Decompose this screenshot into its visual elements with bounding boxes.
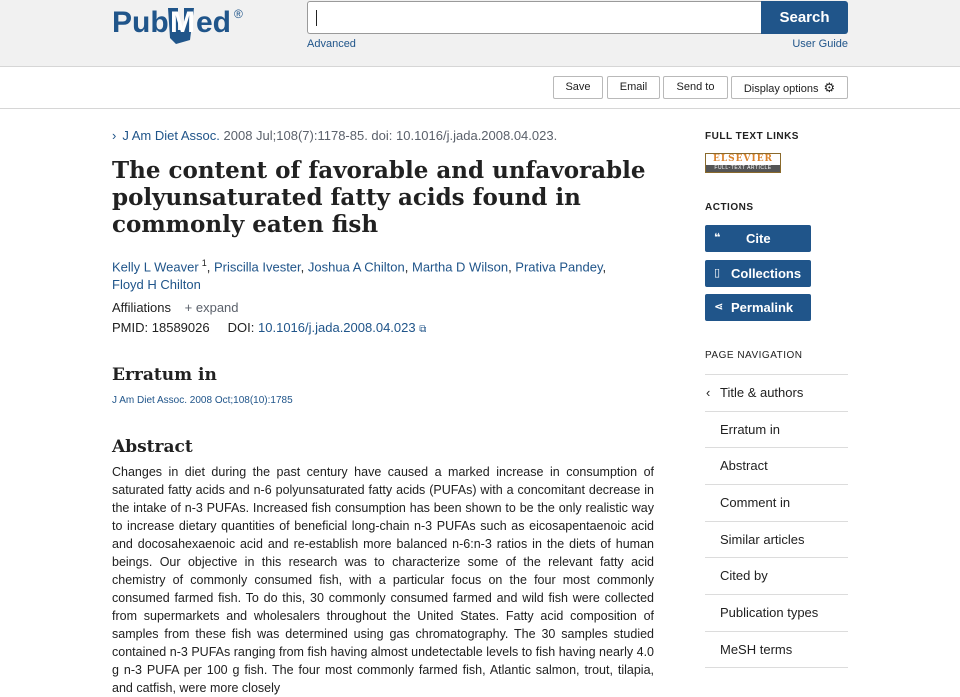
nav-cited-by[interactable]	[705, 557, 848, 594]
advanced-search-link[interactable]: Advanced	[307, 38, 356, 50]
collections-label: Collections	[731, 266, 802, 281]
pubmed-logo[interactable]	[112, 0, 252, 46]
author-link[interactable]: Prativa Pandey	[515, 259, 603, 275]
nav-label: Cited by	[720, 568, 768, 584]
pmid-label: PMID:	[112, 320, 149, 335]
nav-label: Erratum in	[720, 421, 780, 437]
affiliations-label: Affiliations	[112, 300, 172, 315]
identifiers-row	[112, 320, 426, 335]
nav-label: Similar articles	[720, 531, 805, 547]
chevron-right-icon[interactable]: ›	[112, 128, 117, 143]
erratum-heading: Erratum in	[112, 365, 217, 385]
nav-similar-articles[interactable]	[705, 521, 848, 558]
page-navigation-label: PAGE NAVIGATION	[705, 350, 803, 361]
nav-erratum[interactable]	[705, 411, 848, 448]
chevron-left-icon: ‹	[706, 385, 711, 400]
display-options-label: Display options	[743, 83, 819, 95]
pmid-value: 18589026	[151, 320, 210, 335]
author-link[interactable]: Joshua A Chilton	[307, 259, 405, 275]
user-guide-link[interactable]: User Guide	[792, 38, 848, 50]
permalink-label: Permalink	[731, 300, 794, 315]
cite-label: Cite	[746, 231, 771, 246]
doi-link[interactable]: 10.1016/j.jada.2008.04.023	[258, 320, 416, 335]
article-title: The content of favorable and unfavorable polyunsaturated fatty acids found in commonly eaten fish	[112, 157, 646, 238]
logo-pub: Pub	[112, 6, 169, 39]
nav-label: Publication types	[720, 605, 819, 621]
author-link[interactable]: Kelly L Weaver	[112, 259, 199, 275]
citation-text: 2008 Jul;108(7):1178-85. doi: 10.1016/j.jada.2008.04.023.	[223, 128, 558, 143]
nav-label: MeSH terms	[720, 641, 793, 657]
share-icon: ⋖	[714, 301, 724, 313]
nav-publication-types[interactable]	[705, 594, 848, 631]
search-button[interactable]: Search	[761, 1, 848, 34]
abstract-text: Changes in diet during the past century have caused a marked increase in consumption of saturated fatty acids and n-6 polyunsaturated fatty acids (PUFAs) with a concomitant decrease in the intake of n-3 PUFAs. Increased fish consumption has been shown to be the only realistic way to increase dietary quantities of beneficial long-chain n-3 PUFAs such as eicosapentaenoic acid and docosahexaenoic acid and re-establish more balanced n-6:n-3 ratios in the diets of human beings. Our objective in this research was to characterize some of the relevant fatty acid chemistry of commonly consumed fish, with a particular focus on the four most commonly consumed farmed fish. To do this, 30 commonly consumed farmed and wild fish were collected from supermarkets and wholesalers throughout the United States. Fatty acid composition of samples from these fish was determined using gas chromatography. The 30 samples studied contained n-3 PUFAs ranging from fish having almost undetectable levels to fish having nearly 4.0 g n-3 PUFA per 100 g fish. The four most commonly farmed fish, Atlantic salmon, trout, tilapia, and catfish, were more closely	[112, 465, 654, 695]
logo-m: M	[170, 6, 195, 39]
text-caret	[316, 10, 317, 26]
nav-label: Title & authors	[720, 385, 804, 400]
send-to-button[interactable]: Send to	[663, 76, 728, 99]
author-affiliation-ref[interactable]: 1	[201, 258, 207, 268]
nav-abstract[interactable]	[705, 447, 848, 484]
action-bar	[0, 67, 960, 109]
display-options-button[interactable]	[731, 76, 848, 99]
doi-label: DOI:	[227, 320, 255, 335]
expand-label: expand	[195, 300, 239, 315]
site-header	[0, 0, 960, 67]
author-link[interactable]: Martha D Wilson	[411, 259, 509, 275]
email-button[interactable]: Email	[607, 76, 660, 99]
quote-icon: ❝	[714, 232, 721, 244]
erratum-link[interactable]: J Am Diet Assoc. 2008 Oct;108(10):1785	[112, 395, 293, 406]
gear-icon: ⚙	[823, 80, 836, 95]
author-list: Kelly L Weaver $^1$, Priscilla Ivester, Joshua A Chilton, Martha D Wilson, Prativa Pandey, Floyd H Chilton	[112, 258, 607, 293]
nav-comment-in[interactable]	[705, 484, 848, 521]
elsevier-logo: ELSEVIER	[706, 154, 780, 165]
collections-button[interactable]	[705, 260, 811, 287]
nav-label: Abstract	[720, 458, 768, 474]
nav-title-authors[interactable]	[705, 374, 848, 411]
external-link-icon: ⧉	[419, 324, 427, 335]
affiliations-row	[112, 300, 239, 315]
expand-toggle[interactable]	[185, 300, 239, 315]
full-text-links-label: FULL TEXT LINKS	[705, 131, 799, 142]
citation-line	[112, 128, 557, 143]
nav-mesh-terms[interactable]	[705, 631, 848, 668]
permalink-button[interactable]	[705, 294, 811, 321]
page-navigation	[705, 374, 848, 668]
author-link[interactable]: Priscilla Ivester	[213, 259, 301, 275]
journal-link[interactable]: J Am Diet Assoc.	[122, 128, 220, 143]
nav-label: Comment in	[720, 495, 791, 511]
elsevier-full-text-link[interactable]	[705, 153, 781, 173]
logo-ed: ed	[196, 6, 232, 39]
actions-label: ACTIONS	[705, 202, 754, 213]
abstract-heading: Abstract	[112, 437, 193, 457]
bookmark-icon: ▯	[714, 267, 721, 279]
save-button[interactable]: Save	[553, 76, 603, 99]
author-link[interactable]: Floyd H Chilton	[112, 277, 201, 293]
elsevier-subtext: FULL-TEXT ARTICLE	[706, 165, 780, 172]
search-input[interactable]	[307, 1, 762, 34]
cite-button[interactable]	[705, 225, 811, 252]
plus-icon: +	[184, 300, 193, 315]
logo-registered: ®	[234, 7, 243, 21]
